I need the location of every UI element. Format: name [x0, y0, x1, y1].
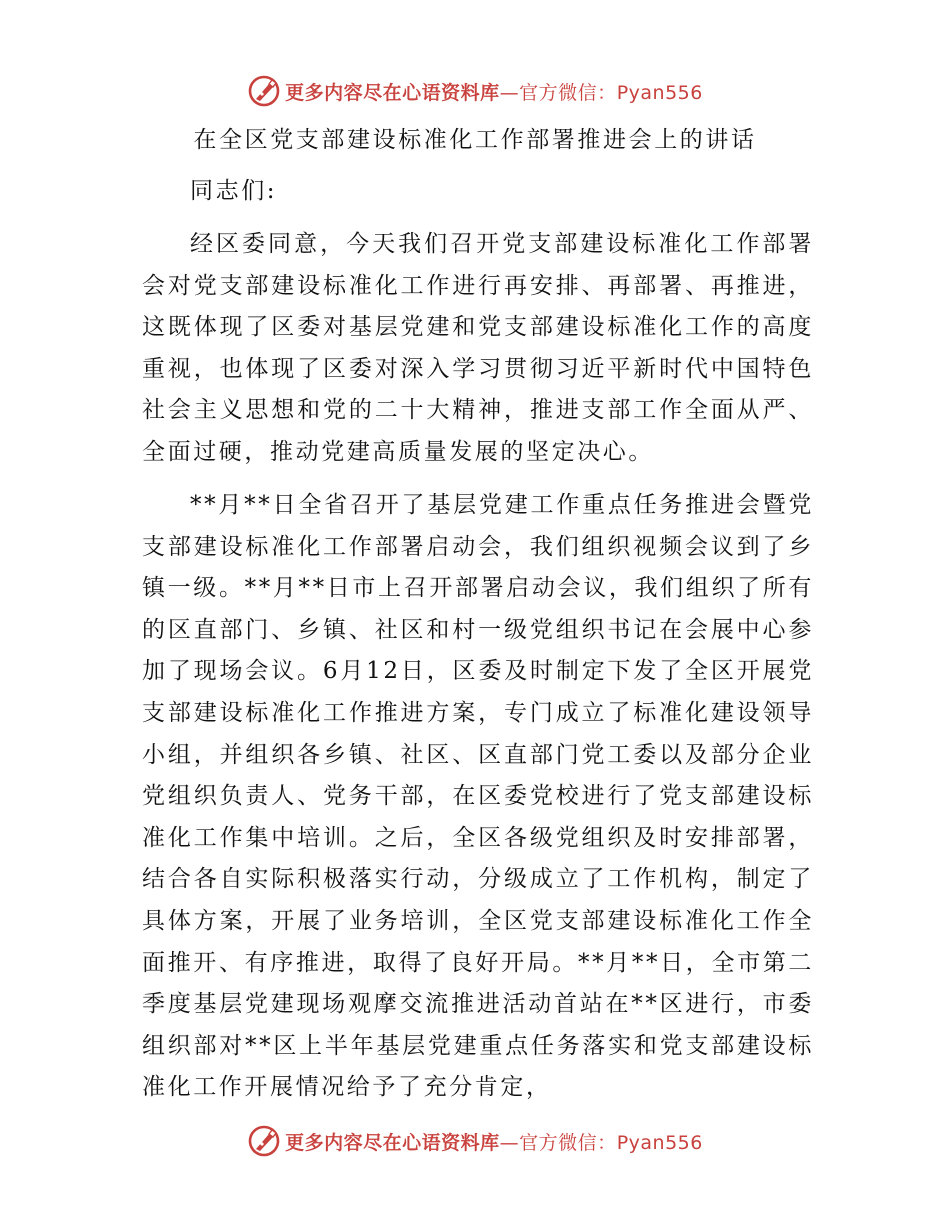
paragraph-2: **月**日全省召开了基层党建工作重点任务推进会暨党支部建设标准化工作部署启动会，我们组织视频会议到了乡镇一级。**月**日市上召开部署启动会议，我们组织了所有的区直部门、乡镇、社区和村一级党组织书记在会展中心参加了现场会议。6月12日，区委及时制定下发了全区开展党支部建设标准化工作推进方案，专门成立了标准化建设领导小组，并组织各乡镇、社区、区直部门党工委以及部分企业党组织负责人、党务干部，在区委党校进行了党支部建设标准化工作集中培训。之后，全区各级党组织及时安排部署，结合各自实际积极落实行动，分级成立了工作机构，制定了具体方案，开展了业务培训，全区党支部建设标准化工作全面推开、有序推进，取得了良好开局。**月**日，全市第二季度基层党建现场观摩交流推进活动首站在**区进行，市委组织部对**区上半年基层党建重点任务落实和党支部建设标准化工作开展情况给予了充分肯定，	[142, 492, 814, 1101]
pen-nib-logo-icon	[247, 74, 281, 108]
banner-wechat-label: 官方微信：	[519, 1131, 617, 1154]
header-banner	[0, 71, 950, 111]
banner-text	[285, 1128, 703, 1155]
paragraph-1: 经区委同意，今天我们召开党支部建设标准化工作部署会对党支部建设标准化工作进行再安排、再部署、再推进，这既体现了区委对基层党建和党支部建设标准化工作的高度重视，也体现了区委对深入学习贯彻习近平新时代中国特色社会主义思想和党的二十大精神，推进支部工作全面从严、全面过硬，推动党建高质量发展的坚定决心。	[142, 231, 814, 465]
banner-separator: —	[499, 81, 520, 104]
document-title: 在全区党支部建设标准化工作部署推进会上的讲话	[193, 127, 757, 153]
greeting: 同志们:	[190, 178, 278, 204]
footer-banner	[0, 1121, 950, 1161]
banner-separator: —	[499, 1131, 520, 1154]
banner-account: Pyan556	[616, 1131, 703, 1154]
banner-text	[285, 78, 703, 105]
banner-account: Pyan556	[616, 81, 703, 104]
banner-brand: 更多内容尽在心语资料库	[285, 81, 500, 104]
pen-nib-logo-icon	[247, 1124, 281, 1158]
banner-brand: 更多内容尽在心语资料库	[285, 1131, 500, 1154]
banner-wechat-label: 官方微信：	[519, 81, 617, 104]
